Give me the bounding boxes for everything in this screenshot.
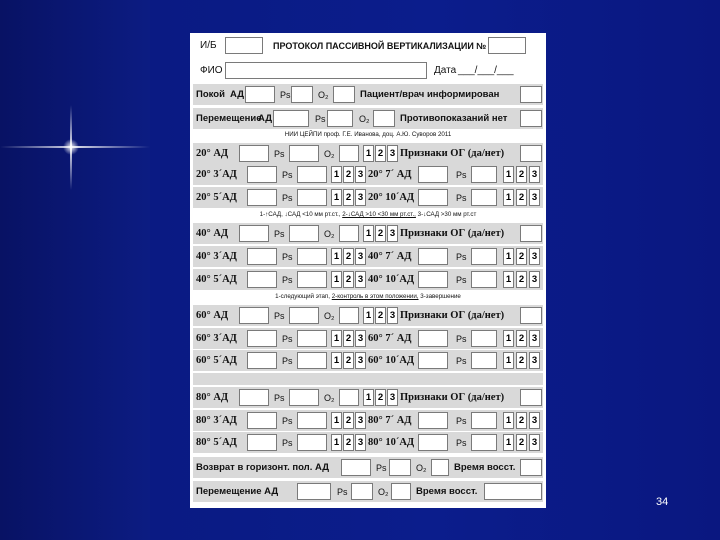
- o2-label: O₂: [324, 310, 335, 321]
- section-40-min3-row: [193, 246, 543, 267]
- ps-label: Ps: [282, 274, 293, 285]
- ps-label: Ps: [274, 392, 285, 403]
- ps-field[interactable]: [297, 352, 327, 369]
- legend-part-1: 1-↑САД, ↓САД <10 мм рт.ст.,: [259, 211, 343, 218]
- option-2-checkbox[interactable]: 2: [343, 352, 354, 369]
- option-1-checkbox[interactable]: 1: [363, 225, 374, 242]
- ps-field[interactable]: [471, 166, 497, 183]
- option-3-checkbox[interactable]: 3: [355, 271, 366, 288]
- ps-field[interactable]: [471, 412, 497, 429]
- credit-line: НИИ ЦЕЙПИ проф. Г.Е. Иванова, доц. А.Ю. Суворов 2011: [284, 131, 452, 138]
- angle-5min-ad-field[interactable]: [247, 271, 277, 288]
- option-1-checkbox[interactable]: 1: [503, 330, 514, 347]
- o2-label: O₂: [324, 392, 335, 403]
- ps-field[interactable]: [297, 248, 327, 265]
- ps-label: Ps: [456, 251, 467, 262]
- angle-3min-ad-field[interactable]: [247, 248, 277, 265]
- ps-label: Ps: [282, 251, 293, 262]
- return-o2-label: O₂: [416, 462, 427, 473]
- option-2-checkbox[interactable]: 2: [516, 189, 527, 206]
- ps-field[interactable]: [471, 271, 497, 288]
- option-1-checkbox[interactable]: 1: [331, 248, 342, 265]
- angle-ad-field[interactable]: [239, 389, 269, 406]
- angle-10min-ad-label: 20° 10´АД: [368, 192, 415, 203]
- option-1-checkbox[interactable]: 1: [363, 307, 374, 324]
- o2-field[interactable]: [339, 225, 359, 242]
- angle-5min-ad-label: 60° 5´АД: [196, 355, 237, 366]
- protocol-title: ПРОТОКОЛ ПАССИВНОЙ ВЕРТИКАЛИЗАЦИИ №: [273, 40, 487, 51]
- angle-7min-ad-field[interactable]: [418, 248, 448, 265]
- option-3-checkbox[interactable]: 3: [529, 189, 540, 206]
- move-o2-field[interactable]: [373, 110, 395, 127]
- option-1-checkbox[interactable]: 1: [363, 389, 374, 406]
- section-20-min3-row: [193, 164, 543, 185]
- angle-ad-label: 40° АД: [196, 228, 229, 239]
- rest-o2-label: O₂: [318, 89, 329, 100]
- angle-ad-label: 80° АД: [196, 392, 229, 403]
- option-3-checkbox[interactable]: 3: [529, 271, 540, 288]
- option-1-checkbox[interactable]: 1: [331, 352, 342, 369]
- o2-field[interactable]: [339, 307, 359, 324]
- option-1-checkbox[interactable]: 1: [363, 145, 374, 162]
- og-signs-field[interactable]: [520, 389, 542, 406]
- option-3-checkbox[interactable]: 3: [387, 145, 398, 162]
- ps-label: Ps: [274, 228, 285, 239]
- option-1-checkbox[interactable]: 1: [331, 330, 342, 347]
- angle-5min-ad-field[interactable]: [247, 352, 277, 369]
- option-2-checkbox[interactable]: 2: [516, 412, 527, 429]
- separator-band: [193, 373, 543, 385]
- ps-field[interactable]: [471, 434, 497, 451]
- legend-part-2: 2-контроль в этом положении,: [331, 293, 419, 300]
- option-2-checkbox[interactable]: 2: [375, 225, 386, 242]
- rest-ad-label: АД: [230, 89, 244, 100]
- section-60-main-row: [193, 305, 543, 326]
- angle-10min-ad-field[interactable]: [418, 434, 448, 451]
- angle-7min-ad-field[interactable]: [418, 330, 448, 347]
- legend-part-3: 3-завершение: [418, 293, 461, 300]
- option-1-checkbox[interactable]: 1: [503, 352, 514, 369]
- angle-5min-ad-field[interactable]: [247, 434, 277, 451]
- date-field[interactable]: ___/___/___: [458, 65, 514, 76]
- option-3-checkbox[interactable]: 3: [355, 166, 366, 183]
- angle-ad-label: 60° АД: [196, 310, 229, 321]
- option-2-checkbox[interactable]: 2: [343, 189, 354, 206]
- angle-5min-ad-label: 80° 5´АД: [196, 437, 237, 448]
- angle-3min-ad-label: 60° 3´АД: [196, 333, 237, 344]
- og-signs-label: Признаки ОГ (да/нет): [400, 392, 505, 403]
- option-3-checkbox[interactable]: 3: [529, 330, 540, 347]
- option-3-checkbox[interactable]: 3: [355, 352, 366, 369]
- option-2-checkbox[interactable]: 2: [343, 434, 354, 451]
- angle-3min-ad-label: 20° 3´АД: [196, 169, 237, 180]
- angle-3min-ad-field[interactable]: [247, 166, 277, 183]
- section-20-min5-row: [193, 187, 543, 208]
- final-move-ad-field[interactable]: [297, 483, 331, 500]
- patient-informed-field[interactable]: [520, 86, 542, 103]
- angle-5min-ad-field[interactable]: [247, 189, 277, 206]
- section-80-min5-row: [193, 432, 543, 453]
- ps-field[interactable]: [471, 352, 497, 369]
- option-1-checkbox[interactable]: 1: [503, 271, 514, 288]
- angle-10min-ad-label: 80° 10´АД: [368, 437, 415, 448]
- section-60-min5-row: [193, 350, 543, 371]
- move-o2-label: O₂: [359, 113, 370, 124]
- option-3-checkbox[interactable]: 3: [529, 352, 540, 369]
- og-signs-label: Признаки ОГ (да/нет): [400, 310, 505, 321]
- final-move-label: Перемещение АД: [196, 486, 279, 497]
- angle-7min-ad-label: 80° 7´ АД: [368, 415, 412, 426]
- option-1-checkbox[interactable]: 1: [503, 412, 514, 429]
- option-2-checkbox[interactable]: 2: [343, 271, 354, 288]
- option-2-checkbox[interactable]: 2: [516, 248, 527, 265]
- option-2-checkbox[interactable]: 2: [516, 352, 527, 369]
- move-ps-field[interactable]: [327, 110, 353, 127]
- return-ps-field[interactable]: [389, 459, 411, 476]
- legend-part-3: 3-↓САД >30 мм рт.ст: [415, 211, 477, 218]
- option-3-checkbox[interactable]: 3: [355, 248, 366, 265]
- section-80-min3-row: [193, 410, 543, 431]
- angle-7min-ad-field[interactable]: [418, 412, 448, 429]
- ps-label: Ps: [456, 355, 467, 366]
- legend-part-1: 1-следующий этап,: [275, 293, 332, 300]
- option-1-checkbox[interactable]: 1: [331, 434, 342, 451]
- move-label: Перемещение: [196, 113, 262, 124]
- ps-label: Ps: [274, 310, 285, 321]
- option-3-checkbox[interactable]: 3: [387, 225, 398, 242]
- legend-part-2: 2-↓САД >10 <30 мм рт.ст.,: [342, 211, 416, 218]
- fio-field[interactable]: [225, 62, 427, 79]
- final-move-o2-label: O₂: [378, 486, 389, 497]
- section-60-min3-row: [193, 328, 543, 349]
- angle-10min-ad-label: 40° 10´АД: [368, 274, 415, 285]
- option-1-checkbox[interactable]: 1: [331, 189, 342, 206]
- rest-label: Покой: [196, 89, 225, 100]
- action-legend-note: [190, 293, 546, 300]
- date-label: Дата: [434, 65, 457, 76]
- option-1-checkbox[interactable]: 1: [503, 166, 514, 183]
- og-signs-field[interactable]: [520, 145, 542, 162]
- ib-field[interactable]: [225, 37, 263, 54]
- ps-label: Ps: [456, 415, 467, 426]
- final-move-row: [193, 481, 543, 502]
- option-1-checkbox[interactable]: 1: [331, 412, 342, 429]
- option-1-checkbox[interactable]: 1: [503, 434, 514, 451]
- ps-field[interactable]: [289, 307, 319, 324]
- o2-label: O₂: [324, 148, 335, 159]
- verticalization-protocol-form: [190, 33, 546, 508]
- angle-ad-label: 20° АД: [196, 148, 229, 159]
- return-ps-label: Ps: [376, 462, 387, 473]
- ps-label: Ps: [274, 148, 285, 159]
- option-1-checkbox[interactable]: 1: [331, 166, 342, 183]
- ps-label: Ps: [282, 437, 293, 448]
- option-3-checkbox[interactable]: 3: [355, 189, 366, 206]
- ps-label: Ps: [282, 192, 293, 203]
- option-3-checkbox[interactable]: 3: [529, 434, 540, 451]
- fio-label: ФИО: [200, 65, 223, 76]
- angle-7min-ad-label: 20° 7´ АД: [368, 169, 412, 180]
- ps-field[interactable]: [471, 330, 497, 347]
- og-signs-label: Признаки ОГ (да/нет): [400, 148, 505, 159]
- option-3-checkbox[interactable]: 3: [355, 434, 366, 451]
- ps-field[interactable]: [297, 330, 327, 347]
- sparkle-icon: [63, 139, 79, 155]
- move-ad-field[interactable]: [273, 110, 309, 127]
- final-move-ps-label: Ps: [337, 486, 348, 497]
- angle-3min-ad-label: 40° 3´АД: [196, 251, 237, 262]
- og-signs-field[interactable]: [520, 307, 542, 324]
- recovery-time-label: Время восст.: [454, 462, 516, 473]
- ps-label: Ps: [456, 437, 467, 448]
- angle-10min-ad-field[interactable]: [418, 189, 448, 206]
- angle-ad-field[interactable]: [239, 307, 269, 324]
- angle-ad-field[interactable]: [239, 225, 269, 242]
- angle-ad-field[interactable]: [239, 145, 269, 162]
- ps-field[interactable]: [289, 225, 319, 242]
- o2-field[interactable]: [339, 145, 359, 162]
- angle-7min-ad-label: 40° 7´ АД: [368, 251, 412, 262]
- rest-row: [193, 84, 543, 105]
- ps-label: Ps: [282, 333, 293, 344]
- ps-label: Ps: [456, 333, 467, 344]
- angle-7min-ad-label: 60° 7´ АД: [368, 333, 412, 344]
- section-20-main-row: [193, 143, 543, 164]
- angle-5min-ad-label: 40° 5´АД: [196, 274, 237, 285]
- header-row: [193, 35, 543, 57]
- option-3-checkbox[interactable]: 3: [387, 389, 398, 406]
- angle-10min-ad-field[interactable]: [418, 352, 448, 369]
- angle-10min-ad-label: 60° 10´АД: [368, 355, 415, 366]
- return-o2-field[interactable]: [431, 459, 449, 476]
- option-3-checkbox[interactable]: 3: [355, 412, 366, 429]
- option-2-checkbox[interactable]: 2: [516, 330, 527, 347]
- option-3-checkbox[interactable]: 3: [355, 330, 366, 347]
- final-recovery-time-field[interactable]: [484, 483, 542, 500]
- o2-field[interactable]: [339, 389, 359, 406]
- angle-3min-ad-field[interactable]: [247, 330, 277, 347]
- recovery-time-field[interactable]: [520, 459, 542, 476]
- final-move-o2-field[interactable]: [391, 483, 411, 500]
- ps-label: Ps: [282, 355, 293, 366]
- option-2-checkbox[interactable]: 2: [516, 434, 527, 451]
- ps-label: Ps: [456, 192, 467, 203]
- angle-3min-ad-field[interactable]: [247, 412, 277, 429]
- angle-10min-ad-field[interactable]: [418, 271, 448, 288]
- option-2-checkbox[interactable]: 2: [375, 145, 386, 162]
- angle-5min-ad-label: 20° 5´АД: [196, 192, 237, 203]
- option-1-checkbox[interactable]: 1: [503, 189, 514, 206]
- option-2-checkbox[interactable]: 2: [516, 271, 527, 288]
- section-40-main-row: [193, 223, 543, 244]
- option-2-checkbox[interactable]: 2: [516, 166, 527, 183]
- background-left-band: [0, 0, 150, 540]
- ps-field[interactable]: [471, 248, 497, 265]
- angle-7min-ad-field[interactable]: [418, 166, 448, 183]
- return-ad-field[interactable]: [341, 459, 371, 476]
- ps-field[interactable]: [297, 166, 327, 183]
- og-signs-label: Признаки ОГ (да/нет): [400, 228, 505, 239]
- option-3-checkbox[interactable]: 3: [387, 307, 398, 324]
- rest-o2-field[interactable]: [333, 86, 355, 103]
- rest-ps-field[interactable]: [291, 86, 313, 103]
- ps-field[interactable]: [297, 412, 327, 429]
- angle-3min-ad-label: 80° 3´АД: [196, 415, 237, 426]
- ps-field[interactable]: [297, 271, 327, 288]
- final-move-ps-field[interactable]: [351, 483, 373, 500]
- option-3-checkbox[interactable]: 3: [529, 248, 540, 265]
- return-horizontal-row: [193, 457, 543, 478]
- slide-page-number: 34: [656, 496, 669, 508]
- no-contraindications-label: Противопоказаний нет: [400, 113, 508, 124]
- return-horizontal-label: Возврат в горизонт. пол. АД: [196, 462, 329, 473]
- rest-ps-label: Ps: [280, 89, 291, 100]
- final-recovery-time-label: Время восст.: [416, 486, 478, 497]
- o2-label: O₂: [324, 228, 335, 239]
- rest-ad-field[interactable]: [245, 86, 275, 103]
- ps-label: Ps: [456, 169, 467, 180]
- og-signs-field[interactable]: [520, 225, 542, 242]
- option-1-checkbox[interactable]: 1: [503, 248, 514, 265]
- option-2-checkbox[interactable]: 2: [343, 412, 354, 429]
- ps-field[interactable]: [471, 189, 497, 206]
- ps-label: Ps: [282, 169, 293, 180]
- ps-field[interactable]: [289, 389, 319, 406]
- ps-label: Ps: [282, 415, 293, 426]
- ib-label: И/Б: [200, 40, 217, 51]
- section-80-main-row: [193, 387, 543, 408]
- move-row: [193, 108, 543, 129]
- option-2-checkbox[interactable]: 2: [375, 389, 386, 406]
- no-contraindications-field[interactable]: [520, 110, 542, 127]
- option-1-checkbox[interactable]: 1: [331, 271, 342, 288]
- option-2-checkbox[interactable]: 2: [343, 166, 354, 183]
- move-ps-label: Ps: [315, 113, 326, 124]
- option-2-checkbox[interactable]: 2: [375, 307, 386, 324]
- option-2-checkbox[interactable]: 2: [343, 248, 354, 265]
- patient-informed-label: Пациент/врач информирован: [360, 89, 500, 100]
- sad-legend-note: [190, 211, 546, 218]
- ps-field[interactable]: [297, 434, 327, 451]
- protocol-number-field[interactable]: [488, 37, 526, 54]
- ps-label: Ps: [456, 274, 467, 285]
- ps-field[interactable]: [297, 189, 327, 206]
- option-3-checkbox[interactable]: 3: [529, 166, 540, 183]
- ps-field[interactable]: [289, 145, 319, 162]
- fio-row: [193, 60, 543, 82]
- section-40-min5-row: [193, 269, 543, 290]
- option-3-checkbox[interactable]: 3: [529, 412, 540, 429]
- option-2-checkbox[interactable]: 2: [343, 330, 354, 347]
- move-ad-label: АД: [258, 113, 272, 124]
